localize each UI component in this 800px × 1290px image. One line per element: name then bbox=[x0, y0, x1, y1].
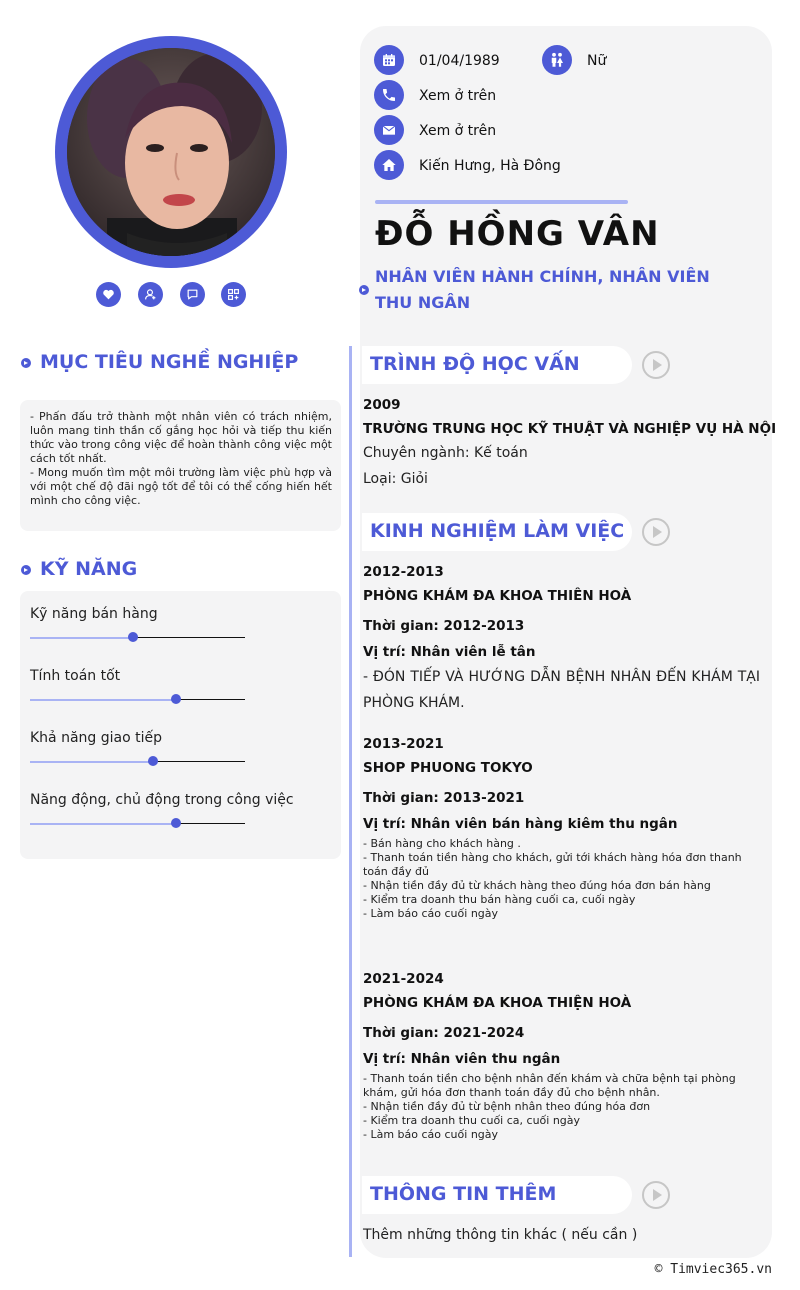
email-value: Xem ở trên bbox=[419, 123, 497, 139]
experience-header bbox=[362, 513, 632, 551]
education-major: Chuyên ngành: Kế toán bbox=[363, 445, 528, 461]
objective-heading: MỤC TIÊU NGHỀ NGHIỆP bbox=[40, 351, 299, 373]
skill-label: Tính toán tốt bbox=[30, 668, 121, 684]
heart-icon[interactable] bbox=[96, 282, 121, 307]
phone-value: Xem ở trên bbox=[419, 88, 497, 104]
job-description: - Thanh toán tiền cho bệnh nhân đến khám và chữa bệnh tại phòng khám, gửi hóa đơn thanh toán đầy đủ cho bệnh nhân. - Nhận tiền đầy đủ từ bệnh nhân theo đúng hóa đơn - Kiểm tra doanh thu cuối ca, cuối ngày - Làm báo cáo cuối ngày bbox=[363, 1072, 736, 1141]
play-icon bbox=[642, 518, 670, 546]
job-time: Thời gian: 2013-2021 bbox=[363, 790, 525, 806]
job-time: Thời gian: 2021-2024 bbox=[363, 1025, 525, 1041]
apps-icon[interactable] bbox=[221, 282, 246, 307]
objective-text: - Phấn đấu trở thành một nhân viên có trách nhiệm, luôn mang tinh thần cố gắng học hỏi và tiếp thu kiến thức vào trong công việc để hoàn thành công việc một cách tốt nhất. - Mong muốn tìm một môi trường làm việc phù hợp và với một chế độ đãi ngộ tốt để tôi có thể cống hiến hết mình cho công việc. bbox=[30, 410, 332, 507]
job-description: - ĐÓN TIẾP VÀ HƯỚNG DẪN BỆNH NHÂN ĐẾN KHÁM TẠI PHÒNG KHÁM. bbox=[363, 669, 760, 711]
skill-label: Khả năng giao tiếp bbox=[30, 730, 162, 746]
name-divider bbox=[375, 200, 628, 204]
extra-header bbox=[362, 1176, 632, 1214]
skill-knob bbox=[148, 756, 158, 766]
job-position: Vị trí: Nhân viên thu ngân bbox=[363, 1051, 561, 1067]
calendar-icon bbox=[374, 45, 404, 75]
gender-value: Nữ bbox=[587, 53, 607, 69]
education-header bbox=[362, 346, 632, 384]
job-period: 2013-2021 bbox=[363, 736, 444, 752]
user-icon[interactable] bbox=[138, 282, 163, 307]
experience-heading: KINH NGHIỆM LÀM VIỆC bbox=[370, 520, 625, 542]
extra-heading: THÔNG TIN THÊM bbox=[370, 1183, 557, 1205]
skill-fill bbox=[30, 761, 153, 763]
gender-icon bbox=[542, 45, 572, 75]
address-value: Kiến Hưng, Hà Đông bbox=[419, 158, 561, 174]
job-company: PHÒNG KHÁM ĐA KHOA THIỆN HOÀ bbox=[363, 995, 632, 1011]
candidate-name: ĐỖ HỒNG VÂN bbox=[375, 214, 660, 254]
skill-bar bbox=[30, 761, 245, 762]
job-position: Vị trí: Nhân viên lễ tân bbox=[363, 644, 536, 660]
education-grade: Loại: Giỏi bbox=[363, 471, 428, 487]
objective-bullet-icon bbox=[21, 358, 31, 368]
education-heading: TRÌNH ĐỘ HỌC VẤN bbox=[370, 353, 580, 375]
birthday-value: 01/04/1989 bbox=[419, 53, 500, 69]
chat-icon[interactable] bbox=[180, 282, 205, 307]
skill-bar bbox=[30, 823, 245, 824]
home-icon bbox=[374, 150, 404, 180]
job-company: SHOP PHUONG TOKYO bbox=[363, 760, 533, 776]
skill-fill bbox=[30, 823, 176, 825]
skills-heading: KỸ NĂNG bbox=[40, 558, 138, 580]
avatar bbox=[55, 36, 287, 268]
job-title: NHÂN VIÊN HÀNH CHÍNH, NHÂN VIÊN THU NGÂN bbox=[375, 267, 710, 312]
timeline-line bbox=[349, 346, 352, 1257]
education-year: 2009 bbox=[363, 397, 401, 413]
job-time: Thời gian: 2012-2013 bbox=[363, 618, 525, 634]
skill-label: Năng động, chủ động trong công việc bbox=[30, 792, 294, 808]
skill-bar bbox=[30, 637, 245, 638]
mail-icon bbox=[374, 115, 404, 145]
job-position: Vị trí: Nhân viên bán hàng kiêm thu ngân bbox=[363, 816, 678, 832]
phone-icon bbox=[374, 80, 404, 110]
job-company: PHÒNG KHÁM ĐA KHOA THIÊN HOÀ bbox=[363, 588, 632, 604]
skill-fill bbox=[30, 699, 176, 701]
skill-bar bbox=[30, 699, 245, 700]
footer-brand: © Timviec365.vn bbox=[654, 1262, 772, 1277]
skill-label: Kỹ năng bán hàng bbox=[30, 606, 158, 622]
education-school: TRƯỜNG TRUNG HỌC KỸ THUẬT VÀ NGHIỆP VỤ HÀ NỘI bbox=[363, 421, 777, 437]
play-icon bbox=[642, 351, 670, 379]
avatar-photo bbox=[67, 48, 275, 256]
title-bullet-icon bbox=[359, 285, 369, 295]
job-description: - Bán hàng cho khách hàng . - Thanh toán tiền hàng cho khách, gửi tới khách hàng hóa đơn thanh toán đầy đủ - Nhận tiền đầy đủ từ khách hàng theo đúng hóa đơn bán hàng - Kiểm tra doanh thu bán hàng cuối ca, cuối ngày - Làm báo cáo cuối ngày bbox=[363, 837, 742, 920]
job-period: 2012-2013 bbox=[363, 564, 444, 580]
play-icon bbox=[642, 1181, 670, 1209]
skill-fill bbox=[30, 637, 133, 639]
job-period: 2021-2024 bbox=[363, 971, 444, 987]
skills-box bbox=[20, 591, 341, 859]
skills-bullet-icon bbox=[21, 565, 31, 575]
extra-text: Thêm những thông tin khác ( nếu cần ) bbox=[363, 1227, 638, 1243]
